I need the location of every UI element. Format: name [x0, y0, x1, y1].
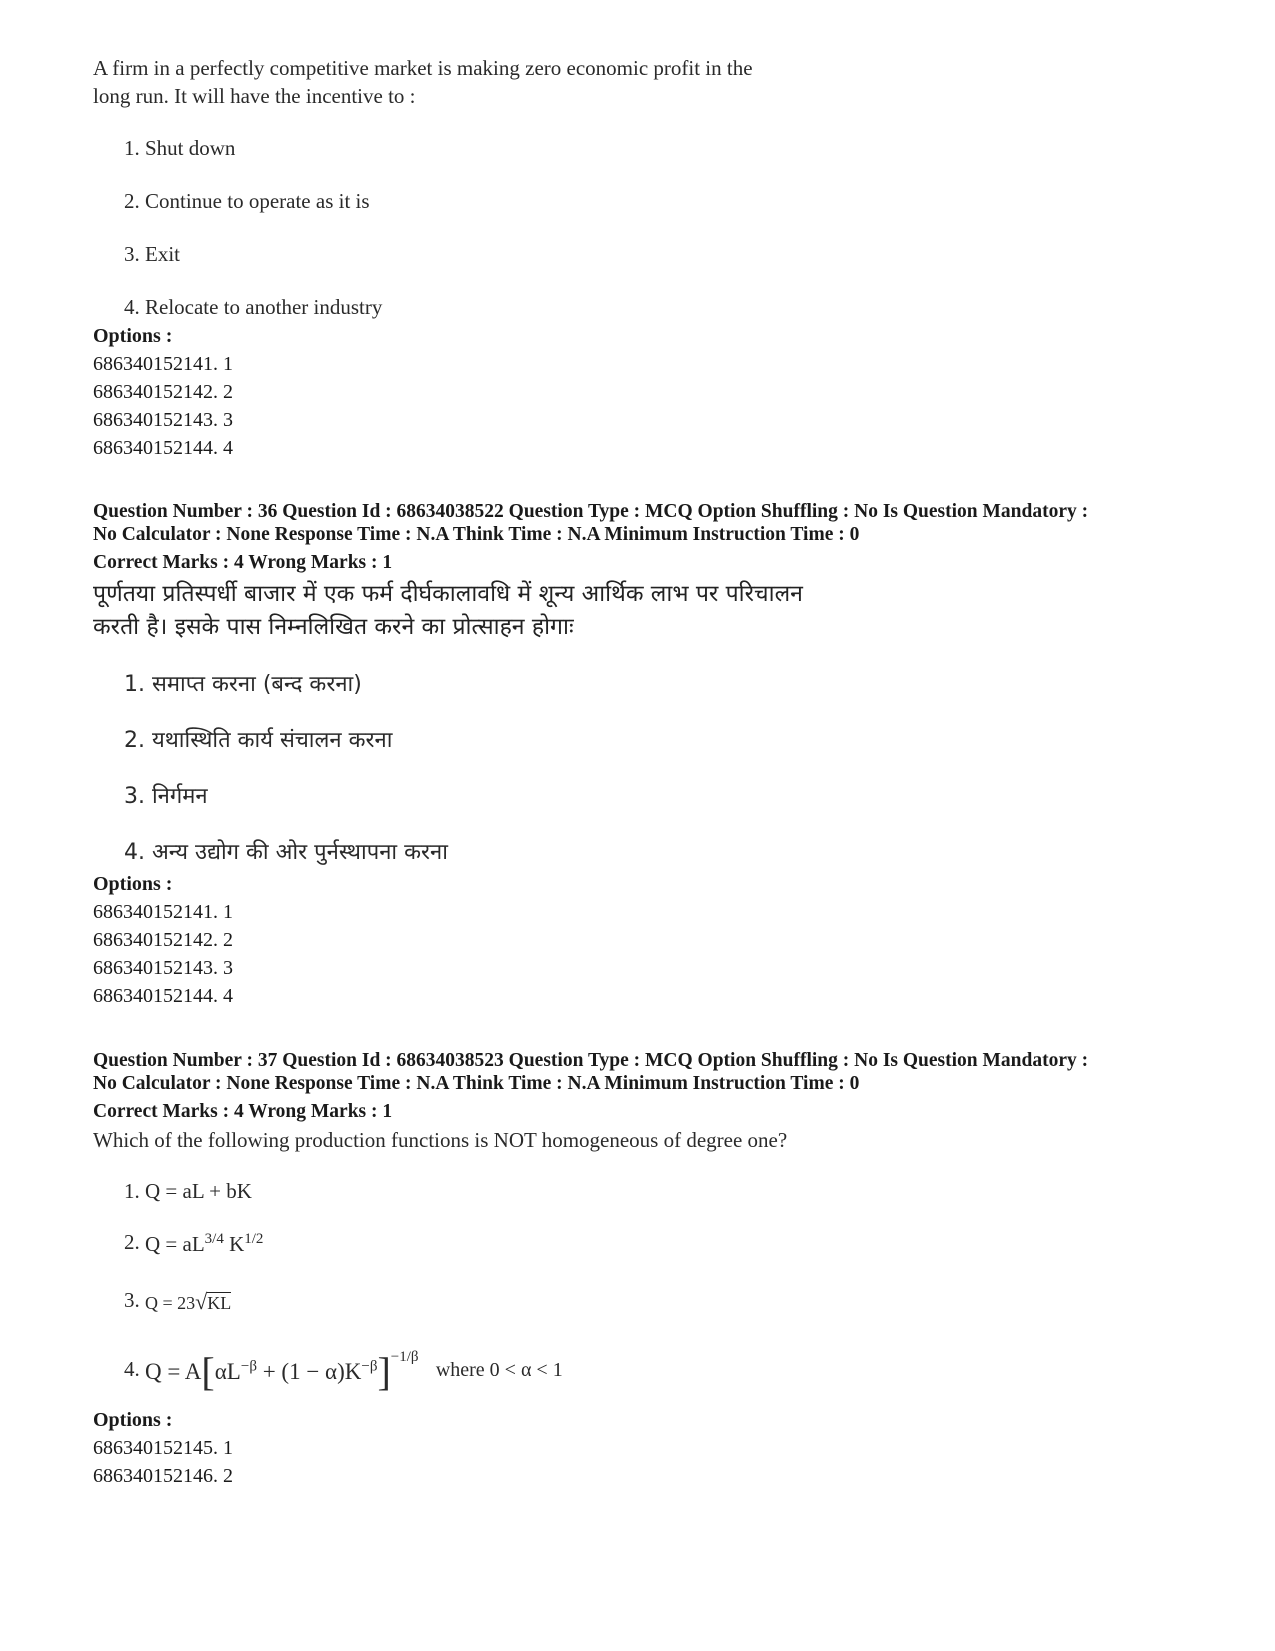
q35-item-1: 1. Shut down [124, 136, 236, 160]
q37-item-2 [124, 1230, 263, 1257]
q37-option-1: 686340152145. 1 [93, 1437, 233, 1459]
q36-item-2: 2. यथास्थिति कार्य संचालन करना [124, 728, 393, 753]
q37-item-3 [124, 1288, 231, 1315]
q36-question-line: पूर्णतया प्रतिस्पर्धी बाजार में एक फर्म दीर्घकालावधि में शून्य आर्थिक लाभ पर परिचालन [93, 581, 803, 607]
q37-question-line: Which of the following production functions is NOT homogeneous of degree one? [93, 1128, 788, 1152]
q37-meta-line-1: Question Number : 37 Question Id : 68634038523 Question Type : MCQ Option Shuffling : No Is Question Mandatory : [93, 1050, 1089, 1071]
q35-question-line: long run. It will have the incentive to : [93, 84, 416, 108]
q37-item-3-number: 3. [124, 1288, 140, 1312]
q37-item-4-number: 4. [124, 1357, 140, 1382]
q37-marks: Correct Marks : 4 Wrong Marks : 1 [93, 1101, 393, 1122]
q37-options-label: Options : [93, 1409, 173, 1431]
q37-item-1: 1. Q = aL + bK [124, 1179, 252, 1203]
q36-option-4: 686340152144. 4 [93, 985, 233, 1007]
q36-meta-line-1: Question Number : 36 Question Id : 68634038522 Question Type : MCQ Option Shuffling : No Is Question Mandatory : [93, 501, 1089, 522]
q35-item-2: 2. Continue to operate as it is [124, 189, 370, 213]
q36-question-text [93, 578, 1213, 644]
q37-option-2: 686340152146. 2 [93, 1465, 233, 1487]
q36-option-1: 686340152141. 1 [93, 901, 233, 923]
q36-item-3: 3. निर्गमन [124, 784, 208, 809]
q36-meta-line-2: No Calculator : None Response Time : N.A Think Time : N.A Minimum Instruction Time : 0 [93, 524, 860, 545]
q35-option-2: 686340152142. 2 [93, 381, 233, 403]
q37-meta-line-2: No Calculator : None Response Time : N.A Think Time : N.A Minimum Instruction Time : 0 [93, 1073, 860, 1094]
q36-question-line: करती है। इसके पास निम्नलिखित करने का प्रोत्साहन होगाः [93, 614, 574, 640]
q36-item-1: 1. समाप्त करना (बन्द करना) [124, 672, 362, 697]
q36-option-2: 686340152142. 2 [93, 929, 233, 951]
q36-options-label: Options : [93, 873, 173, 895]
q37-item-3-formula: Q = 23√KL [145, 1289, 232, 1315]
q36-item-4: 4. अन्य उद्योग की ओर पुर्नस्थापना करना [124, 840, 448, 865]
q35-option-1: 686340152141. 1 [93, 353, 233, 375]
q35-question-text [93, 54, 1213, 110]
q37-item-4-formula: $Q = A[\alpha L^{-\beta} + (1 - \alpha)K^{-\beta}]^{-1/\beta}$ [145, 1349, 419, 1394]
q37-item-2-formula: $Q = aL^{3/4}$ $K^{1/2}$ [145, 1231, 264, 1257]
q35-question-line: A firm in a perfectly competitive market is making zero economic profit in the [93, 56, 753, 80]
q36-marks: Correct Marks : 4 Wrong Marks : 1 [93, 552, 393, 573]
q37-item-4-condition: where 0 < α < 1 [435, 1359, 563, 1382]
q36-option-3: 686340152143. 3 [93, 957, 233, 979]
q35-option-4: 686340152144. 4 [93, 437, 233, 459]
q37-item-2-number: 2. [124, 1230, 140, 1254]
q35-option-3: 686340152143. 3 [93, 409, 233, 431]
q35-item-3: 3. Exit [124, 242, 180, 266]
q37-question-text [93, 1126, 1213, 1154]
q35-item-4: 4. Relocate to another industry [124, 295, 383, 319]
q37-item-4 [124, 1348, 563, 1395]
q35-options-label: Options : [93, 325, 173, 347]
